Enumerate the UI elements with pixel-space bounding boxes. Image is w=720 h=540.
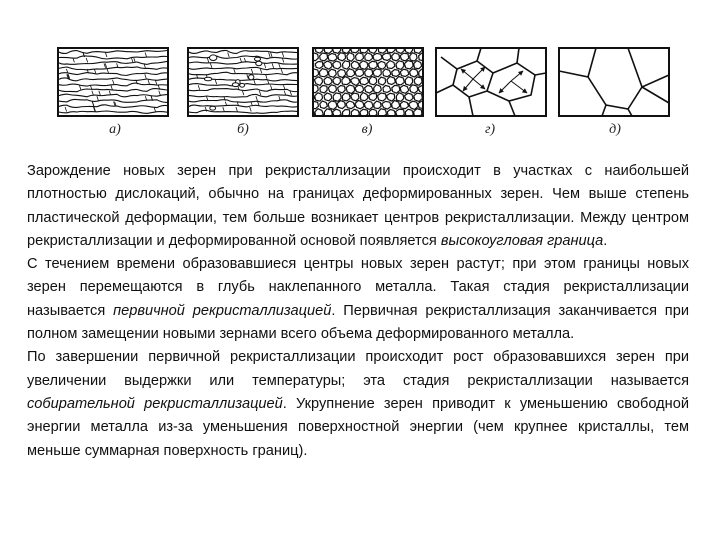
panel-e-coarse-grains bbox=[558, 47, 670, 117]
paragraph-nucleation-end: . bbox=[603, 232, 608, 249]
recrystallization-figure bbox=[0, 0, 720, 150]
paragraph-collective-end: . Укрупнение зерен приводит к уменьшению свободной энергии металла из-за уменьшения поверхностной энергии (чем крупнее кристаллы, тем меньше суммарная поверхность границ). bbox=[27, 395, 689, 459]
paragraph-nucleation bbox=[27, 160, 689, 253]
caption-d: г) bbox=[484, 122, 496, 137]
body-text bbox=[27, 160, 689, 463]
term-primary-recrystallization: первичной рекристаллизацией bbox=[113, 302, 332, 319]
panel-a-deformed-grains bbox=[57, 47, 169, 117]
paragraph-collective-text: По завершении первичной рекристаллизации происходит рост образовавшихся зерен при увеличении выдержки или температуры; эта стадия рекристаллизации называется bbox=[27, 349, 689, 389]
paragraph-primary-recrystallization bbox=[27, 253, 689, 346]
panel-d-grain-growth bbox=[435, 47, 547, 117]
panel-b-nucleation bbox=[187, 47, 299, 117]
paragraph-primary-text: С течением времени образовавшиеся центры новых зерен растут; при этом границы новых зерен перемещаются в глубь наклепанного металла. Такая стадия рекристаллизации называется bbox=[27, 256, 689, 319]
caption-b: б) bbox=[237, 122, 249, 137]
caption-a: а) bbox=[109, 122, 121, 137]
panel-c-fine-grains bbox=[312, 47, 424, 117]
caption-c: в) bbox=[361, 122, 373, 137]
term-collective-recrystallization: собирательной рекристаллизацией bbox=[27, 395, 283, 412]
paragraph-primary-end: . Первичная рекристаллизация заканчивается при полном замещении новыми зернами всего объема деформированного металла. bbox=[27, 302, 689, 343]
term-high-angle-boundary: высокоугловая граница bbox=[440, 232, 604, 249]
caption-e: д) bbox=[609, 122, 621, 137]
paragraph-nucleation-text: Зарождение новых зерен при рекристаллизации происходит в участках с наибольшей плотностью дислокаций, обычно на границах деформированных зерен. Чем выше степень пластической деформации, тем больше возникает центров рекристаллизации. Между центром рекристаллизации и деформированной основой появляется bbox=[27, 163, 689, 249]
paragraph-collective-recrystallization bbox=[27, 346, 689, 462]
